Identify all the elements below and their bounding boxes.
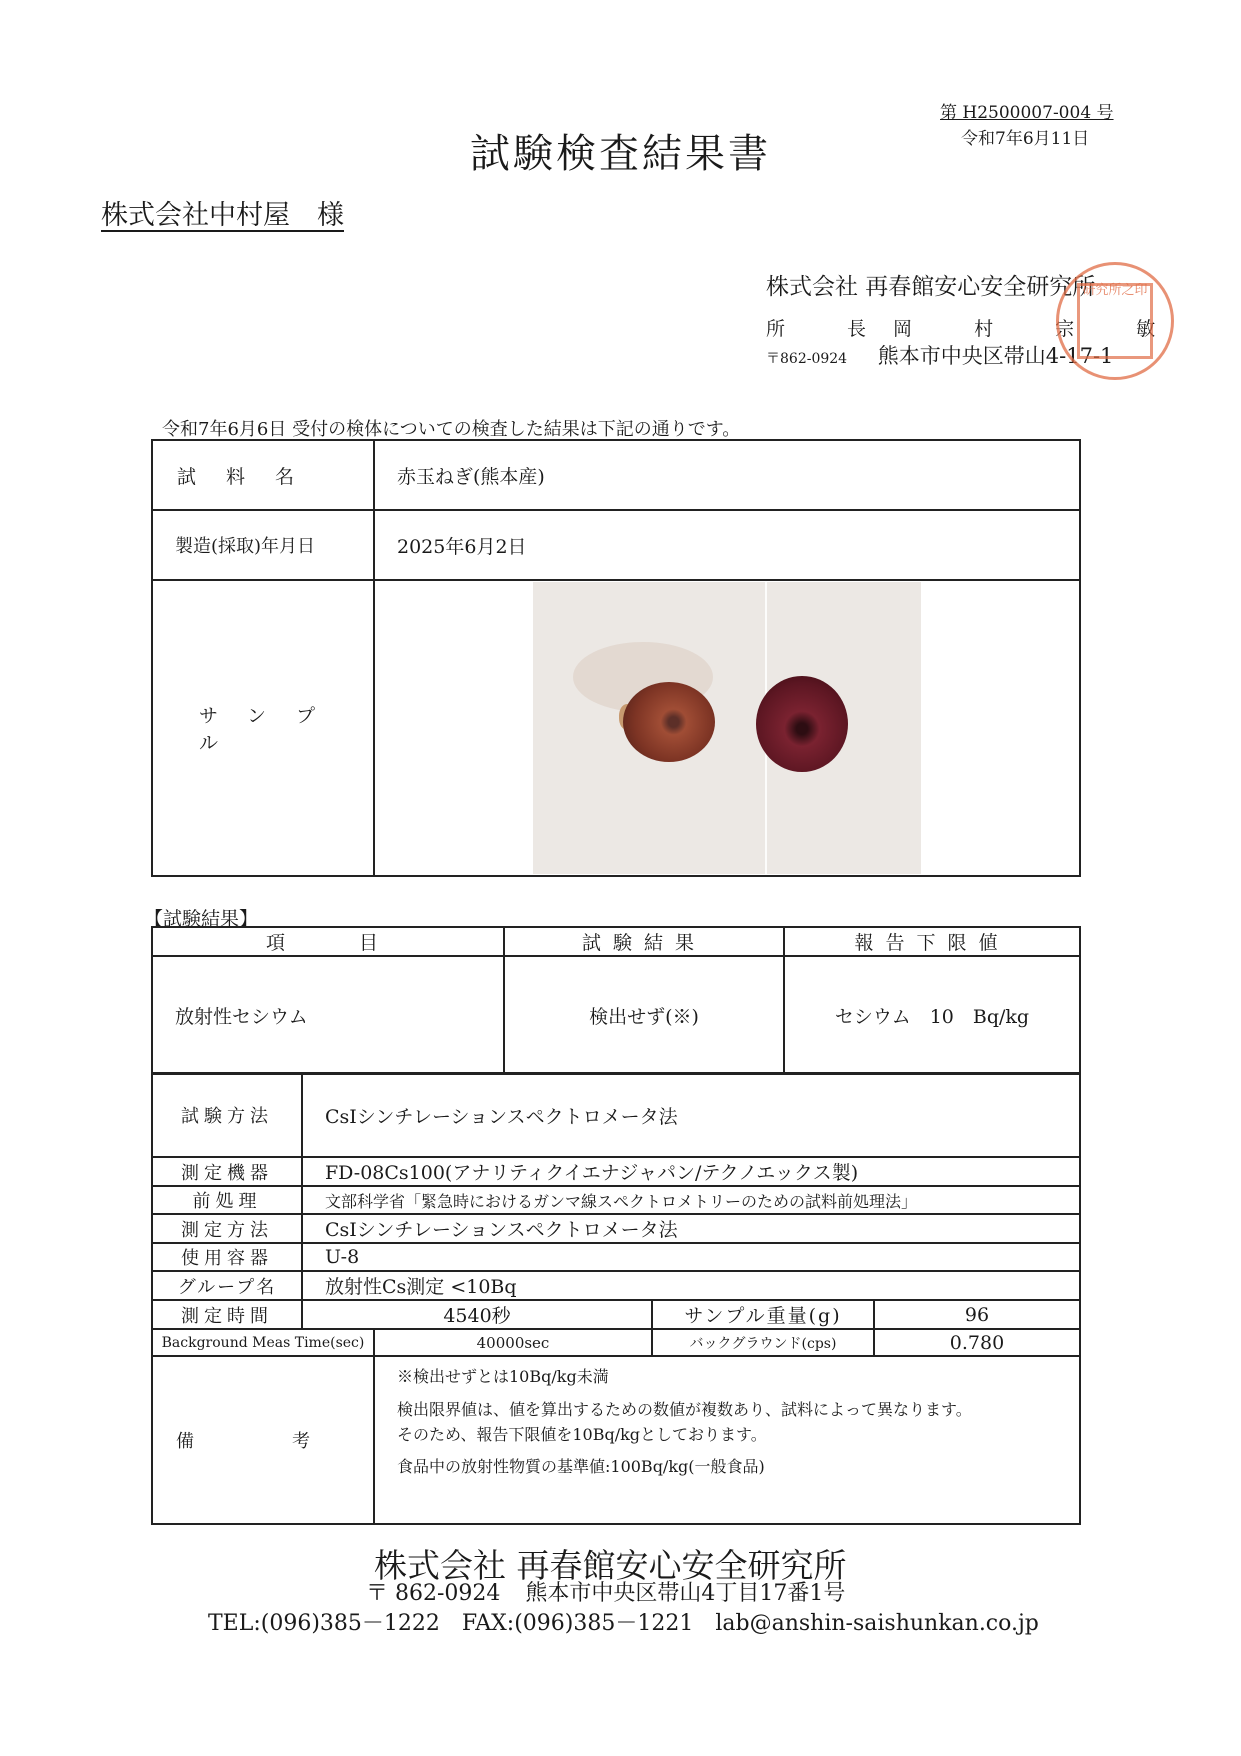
result-limit: セシウム 10 Bq/kg	[784, 956, 1080, 1074]
method-label-1: 測定機器	[152, 1157, 302, 1186]
bg-time-label: Background Meas Time(sec)	[152, 1329, 374, 1356]
sample-name-value: 赤玉ねぎ(熊本産)	[374, 440, 1080, 510]
method-value-4: U-8	[302, 1243, 1080, 1271]
director-name: 岡 村 宗 敏	[893, 318, 1184, 340]
remark-3: そのため、報告下限値を10Bq/kgとしております。	[397, 1424, 767, 1444]
method-label-5: グループ名	[152, 1271, 302, 1300]
company-seal	[1056, 262, 1174, 380]
method-value-3: CsIシンチレーションスペクトロメータ法	[302, 1214, 1080, 1243]
remark-4: 食品中の放射性物質の基準値:100Bq/kg(一般食品)	[397, 1457, 765, 1477]
issuer-company: 株式会社 再春館安心安全研究所	[766, 274, 1096, 300]
method-value-1: FD-08Cs100(アナリティクイエナジャパン/テクノエックス製)	[302, 1157, 1080, 1186]
footer-postal: 〒 862-0924	[366, 1581, 501, 1606]
sample-photo-label: サンプル	[152, 580, 374, 876]
method-value-5: 放射性Cs測定 <10Bq	[302, 1271, 1080, 1300]
remark-1: ※検出せずとは10Bq/kg未満	[397, 1367, 609, 1386]
sample-date-value: 2025年6月2日	[374, 510, 1080, 580]
bg-time-value: 40000sec	[374, 1329, 652, 1356]
remark-2: 検出限界値は、値を算出するための数値が複数あり、試料によって異なります。	[397, 1399, 972, 1419]
director-role: 所 長	[766, 318, 895, 340]
footer-company: 株式会社 再春館安心安全研究所	[374, 1546, 847, 1585]
issuer-postal: 〒862-0924	[766, 351, 848, 367]
header-result: 試験結果	[504, 927, 784, 956]
footer-street: 熊本市中央区帯山4丁目17番1号	[525, 1581, 846, 1606]
client-name: 株式会社中村屋 様	[101, 200, 344, 231]
method-value-0: CsIシンチレーションスペクトロメータ法	[302, 1073, 1080, 1157]
sample-table	[151, 439, 1081, 877]
method-table	[151, 1072, 1081, 1525]
result-value: 検出せず(※)	[504, 956, 784, 1074]
footer-address	[366, 1576, 845, 1607]
seal-text: 研究所之印	[1082, 283, 1148, 298]
weight-value: 96	[874, 1300, 1080, 1329]
remarks-label: 備 考	[152, 1356, 374, 1524]
sample-photo	[533, 582, 921, 874]
bg-label: バックグラウンド(cps)	[652, 1329, 874, 1356]
method-label-0: 試験方法	[152, 1073, 302, 1157]
document-number: 第 H2500007-004 号	[940, 103, 1114, 123]
header-limit: 報告下限値	[784, 927, 1080, 956]
onion-right	[756, 676, 848, 772]
onion-left	[623, 682, 715, 762]
method-value-2: 文部科学省「緊急時におけるガンマ線スペクトロメトリーのための試料前処理法」	[302, 1186, 1080, 1214]
issue-date: 令和7年6月11日	[961, 129, 1090, 149]
intro-text: 令和7年6月6日 受付の検体についての検査した結果は下記の通りです。	[162, 419, 741, 440]
result-item: 放射性セシウム	[152, 956, 504, 1074]
sample-photo-cell	[374, 580, 1080, 876]
issuer-street: 熊本市中央区帯山4-17-1	[877, 344, 1114, 368]
results-table	[151, 926, 1081, 1075]
header-item: 項 目	[152, 927, 504, 956]
method-label-4: 使用容器	[152, 1243, 302, 1271]
bg-value: 0.780	[874, 1329, 1080, 1356]
page-title: 試験検査結果書	[470, 131, 771, 177]
footer-contact: TEL:(096)385－1222 FAX:(096)385－1221 lab@anshin-saishunkan.co.jp	[208, 1611, 1039, 1636]
remarks-body	[374, 1356, 1080, 1524]
time-value: 4540秒	[302, 1300, 652, 1329]
method-label-3: 測定方法	[152, 1214, 302, 1243]
time-label: 測定時間	[152, 1300, 302, 1329]
method-label-2: 前処理	[152, 1186, 302, 1214]
sample-date-label: 製造(採取)年月日	[152, 510, 374, 580]
results-section-title: 【試験結果】	[144, 908, 259, 930]
weight-label: サンプル重量(g)	[652, 1300, 874, 1329]
sample-name-label: 試料名	[152, 440, 374, 510]
